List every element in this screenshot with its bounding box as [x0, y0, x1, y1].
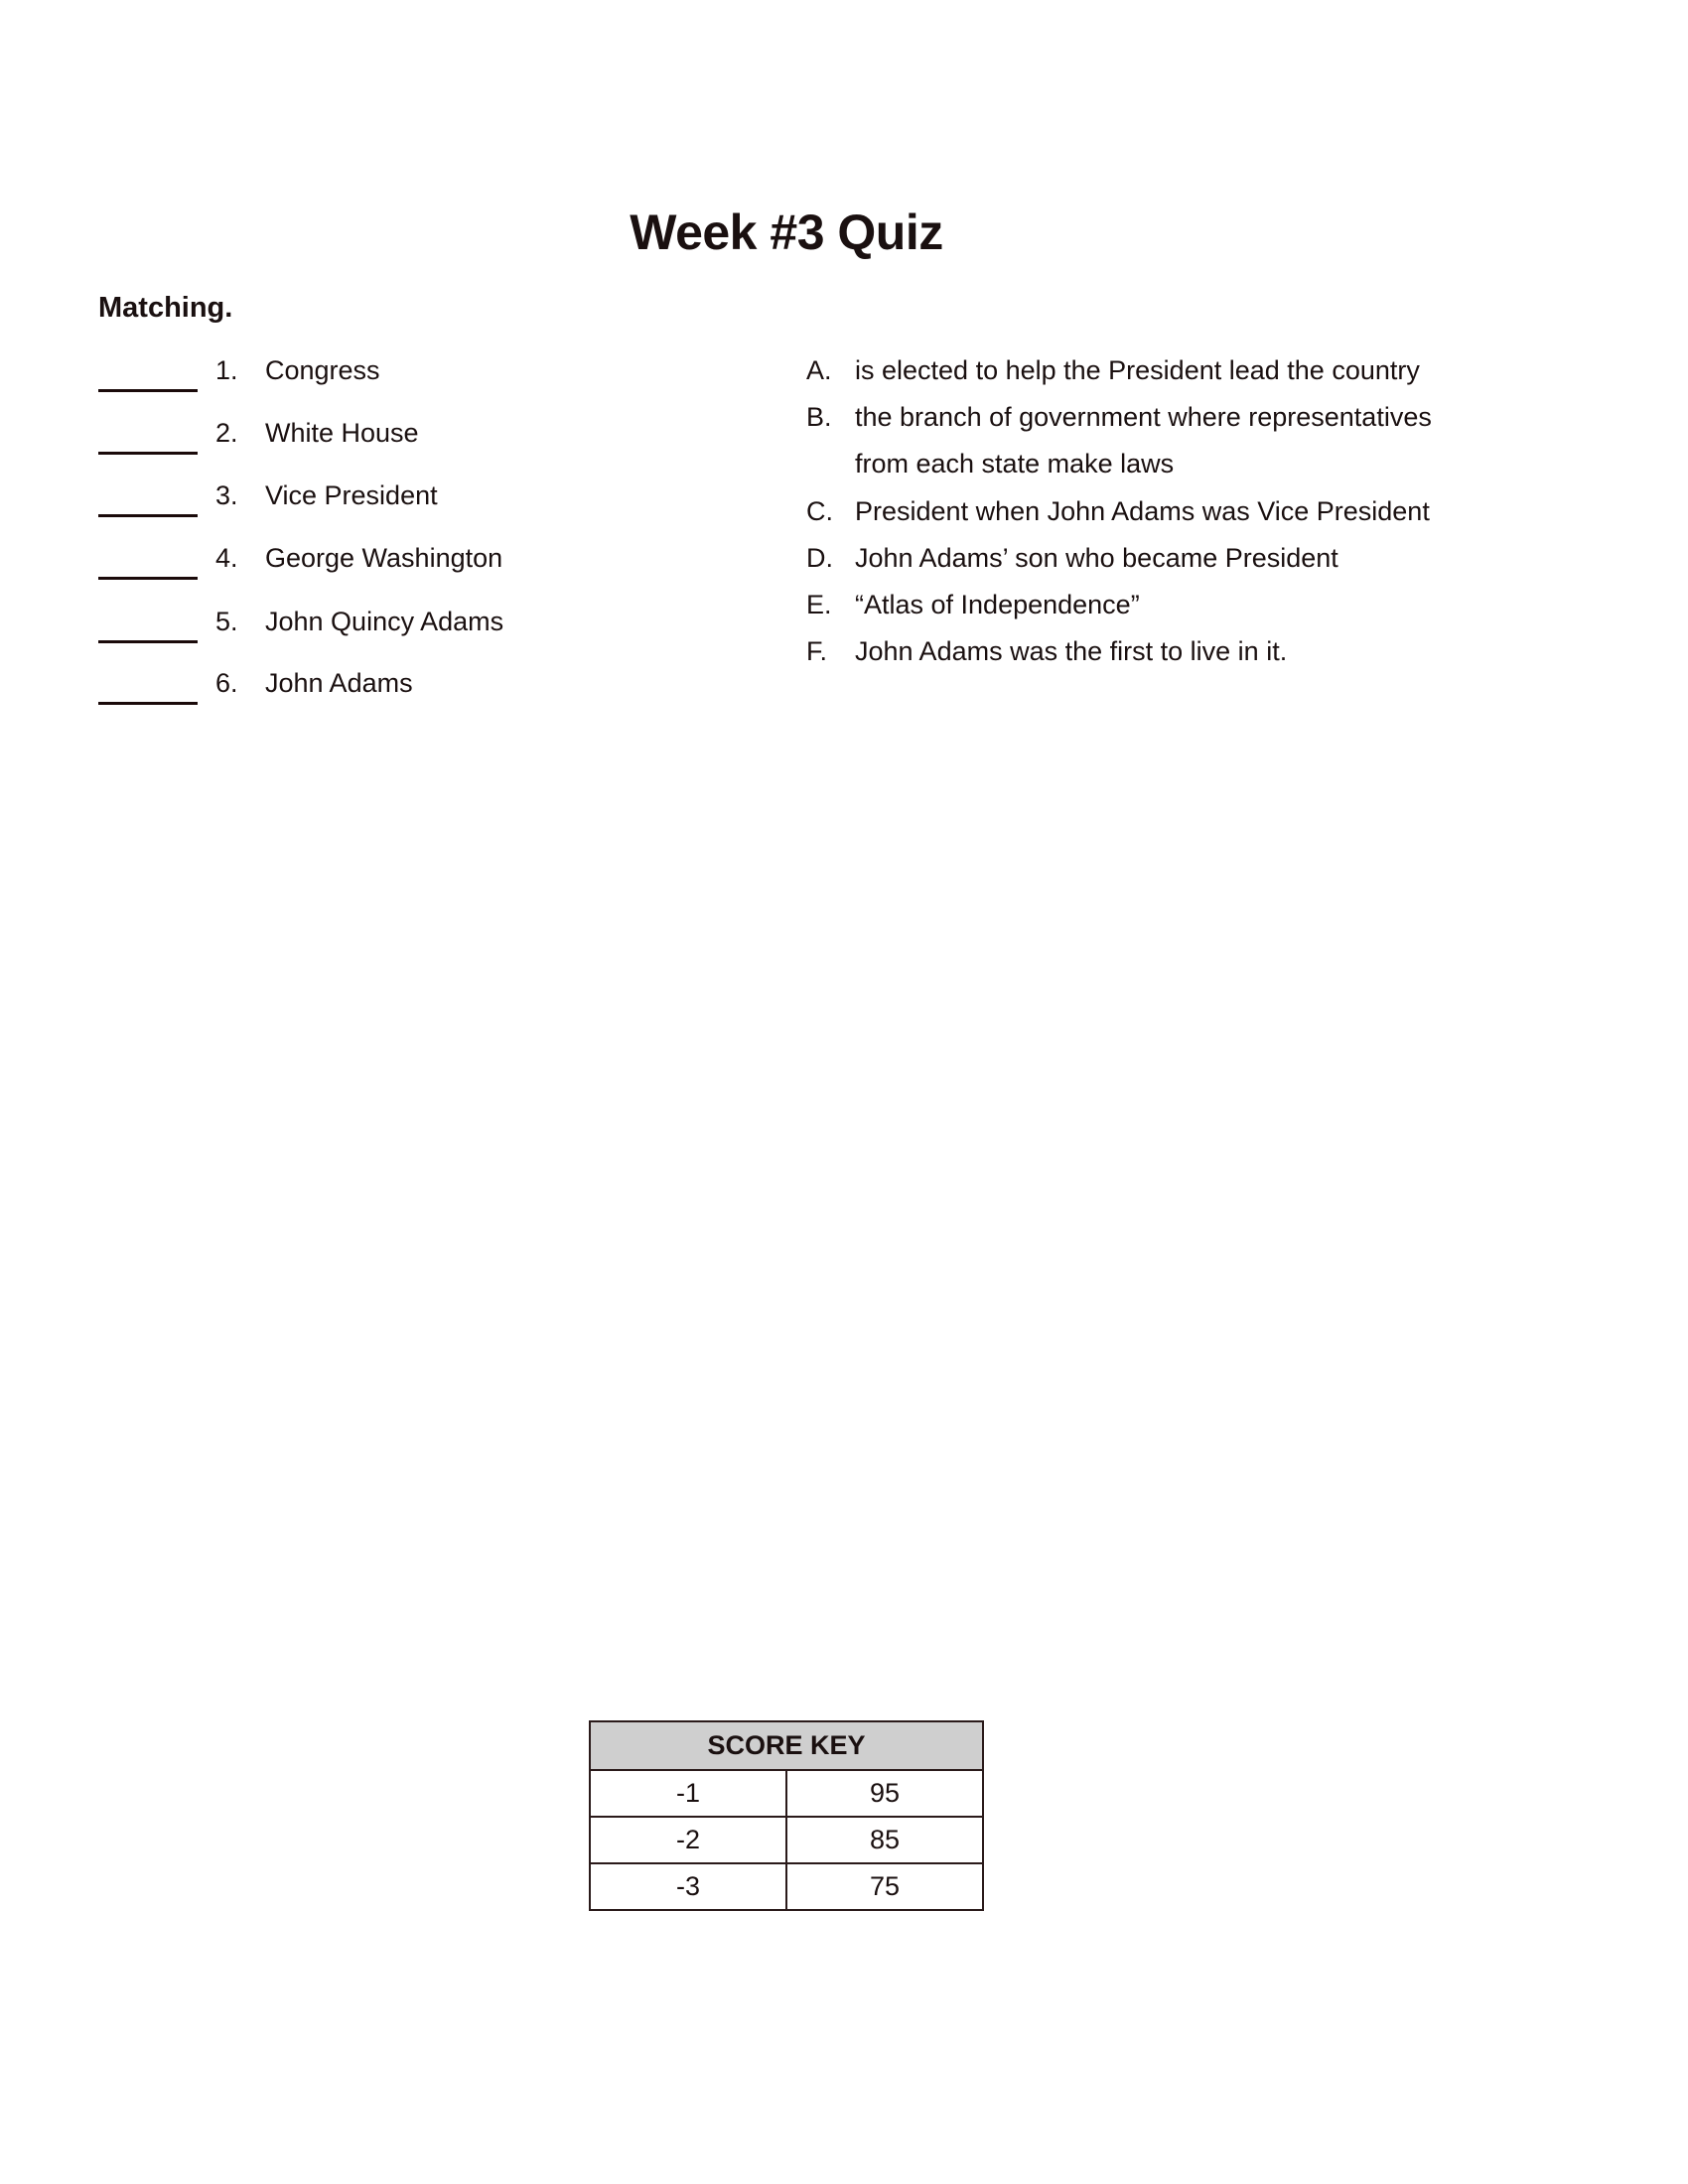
score-key-header: SCORE KEY	[590, 1721, 983, 1770]
definition-text: President when John Adams was Vice President	[855, 496, 1430, 526]
question-number: 1.	[215, 355, 238, 385]
answer-blank[interactable]	[98, 640, 198, 643]
answer-blank[interactable]	[98, 702, 198, 705]
missed-count: -1	[590, 1770, 786, 1817]
question-number: 2.	[215, 418, 238, 448]
score-value: 95	[786, 1770, 983, 1817]
definition-text: “Atlas of Independence”	[855, 590, 1140, 619]
question-number: 3.	[215, 480, 238, 510]
definition-text: from each state make laws	[855, 449, 1175, 478]
table-row	[590, 1863, 983, 1910]
question-number: 4.	[215, 543, 238, 573]
definition-text: the branch of government where representatives	[855, 402, 1432, 432]
answer-blank[interactable]	[98, 452, 198, 455]
question-term: John Adams	[265, 668, 413, 698]
definition-letter: D.	[806, 543, 833, 573]
table-row	[590, 1817, 983, 1863]
question-number: 5.	[215, 607, 238, 636]
missed-count: -2	[590, 1817, 786, 1863]
score-key-table	[589, 1720, 984, 1911]
definition-letter: F.	[806, 636, 828, 666]
definition-letter: E.	[806, 590, 832, 619]
score-value: 75	[786, 1863, 983, 1910]
definition-text: John Adams’ son who became President	[855, 543, 1338, 573]
definition-letter: A.	[806, 355, 832, 385]
question-term: White House	[265, 418, 419, 448]
question-term: John Quincy Adams	[265, 607, 504, 636]
section-heading: Matching.	[98, 292, 233, 324]
question-term: Vice President	[265, 480, 438, 510]
missed-count: -3	[590, 1863, 786, 1910]
answer-blank[interactable]	[98, 577, 198, 580]
table-row	[590, 1770, 983, 1817]
definition-letter: C.	[806, 496, 833, 526]
answer-blank[interactable]	[98, 389, 198, 392]
definition-text: is elected to help the President lead the country	[855, 355, 1420, 385]
answer-blank[interactable]	[98, 514, 198, 517]
page-title: Week #3 Quiz	[630, 205, 943, 260]
question-term: Congress	[265, 355, 380, 385]
score-value: 85	[786, 1817, 983, 1863]
definition-text: John Adams was the first to live in it.	[855, 636, 1288, 666]
question-term: George Washington	[265, 543, 503, 573]
definition-letter: B.	[806, 402, 832, 432]
question-number: 6.	[215, 668, 238, 698]
